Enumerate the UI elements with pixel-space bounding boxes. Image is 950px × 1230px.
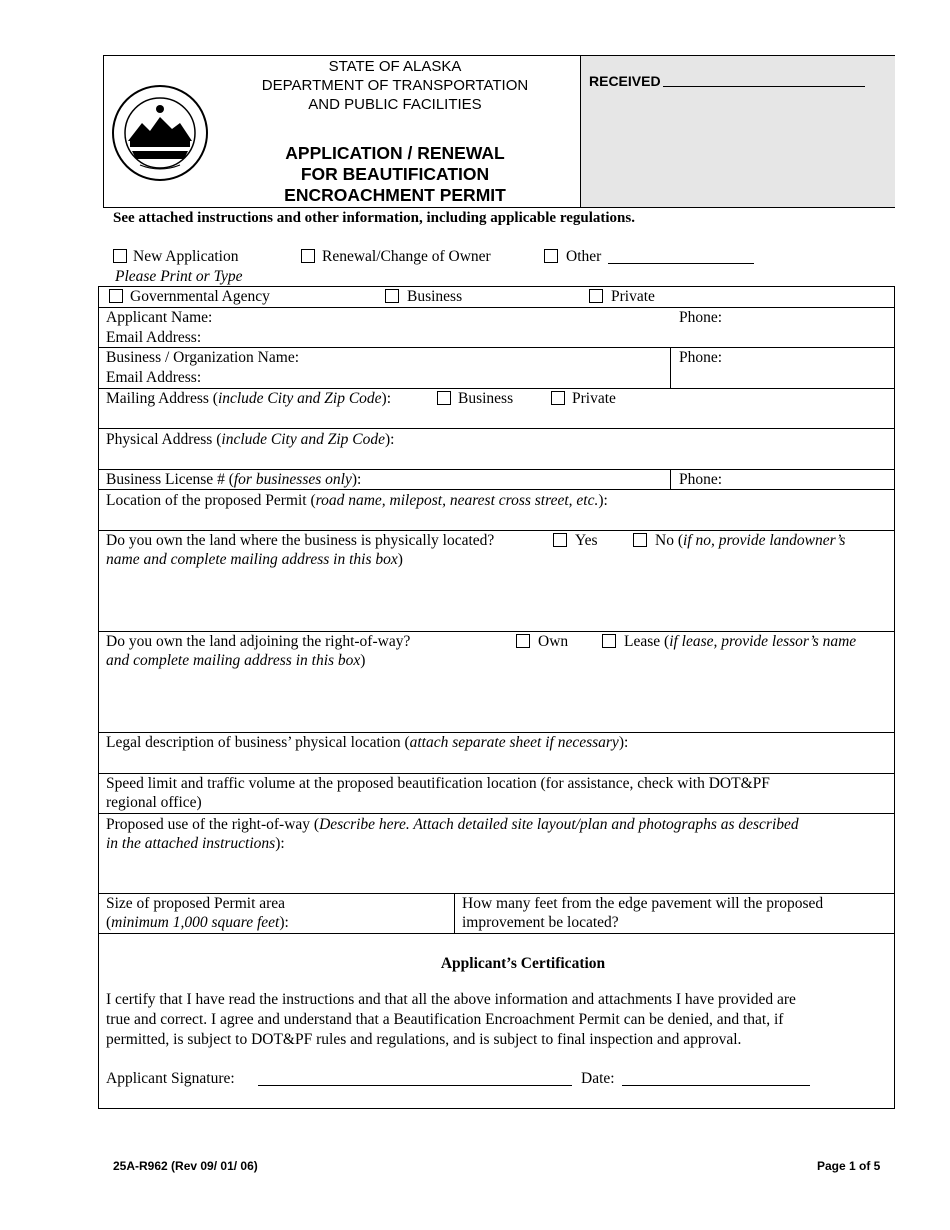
label-part: road name, milepost, nearest cross street, etc. — [315, 492, 599, 509]
label-part: ): — [279, 914, 289, 931]
label-part: include City and Zip Code — [221, 431, 385, 448]
signature-line[interactable] — [258, 1085, 572, 1086]
mailing-business-checkbox[interactable] — [437, 391, 451, 405]
label-part: if lease, provide lessor’s name — [669, 633, 857, 650]
own-land-line-2 — [106, 550, 403, 570]
edge-distance-label-line-2: improvement be located? — [462, 914, 619, 931]
column-divider — [670, 469, 671, 489]
label-part: ): — [275, 835, 285, 852]
label-part: ) — [397, 551, 403, 568]
business-phone-label: Phone: — [679, 349, 723, 366]
column-divider — [670, 347, 671, 388]
adjoin-land-question: Do you own the land adjoining the right-of-way? — [106, 633, 411, 650]
label-part: Lease ( — [624, 633, 670, 650]
business-license-label — [106, 470, 361, 490]
page-number: Page 1 of 5 — [817, 1159, 881, 1173]
label-part: name and complete mailing address in this box — [106, 551, 398, 568]
own-land-yes-checkbox[interactable] — [553, 533, 567, 547]
form-box — [98, 286, 895, 1109]
label-part: Physical Address ( — [106, 431, 222, 448]
form-id: 25A-R962 (Rev 09/ 01/ 06) — [113, 1159, 258, 1173]
adjoin-lease-checkbox[interactable] — [602, 634, 616, 648]
label-part: Describe here. Attach detailed site layout/plan and photographs as described — [319, 816, 799, 833]
adjoin-own-checkbox[interactable] — [516, 634, 530, 648]
certification-line-3: permitted, is subject to DOT&PF rules and regulations, and is subject to final inspection and approval. — [106, 1031, 742, 1048]
label-part: ( — [106, 914, 112, 931]
applicant-phone-label: Phone: — [679, 309, 723, 326]
speed-limit-label-line-1: Speed limit and traffic volume at the proposed beautification location (for assistance, check with DOT&PF — [106, 775, 770, 792]
other-line[interactable] — [608, 263, 754, 264]
label-part: minimum 1,000 square feet — [111, 914, 280, 931]
mailing-business-label: Business — [458, 390, 514, 407]
other-label: Other — [566, 248, 602, 265]
row-divider — [98, 813, 895, 814]
mailing-private-label: Private — [572, 390, 616, 407]
certification-line-2: true and correct. I agree and understand that a Beautification Encroachment Permit can be denied, and that, if — [106, 1011, 784, 1028]
applicant-name-label: Applicant Name: — [106, 309, 213, 326]
label-part: in the attached instructions — [106, 835, 276, 852]
legal-description-label — [106, 733, 628, 753]
label-part: include City and Zip Code — [217, 390, 382, 407]
renewal-checkbox[interactable] — [301, 249, 315, 263]
own-land-no-checkbox[interactable] — [633, 533, 647, 547]
permit-size-label-line-2 — [106, 913, 289, 933]
governmental-agency-checkbox[interactable] — [109, 289, 123, 303]
column-divider — [454, 893, 455, 933]
adjoin-lease-label — [624, 632, 856, 652]
speed-limit-label-line-2: regional office) — [106, 794, 202, 811]
adjoin-own-label: Own — [538, 633, 569, 650]
state-seal-logo — [110, 83, 210, 183]
label-part: ): — [385, 431, 395, 448]
business-name-label: Business / Organization Name: — [106, 349, 300, 366]
certification-line-1: I certify that I have read the instructions and that all the above information and attachments I have provided are — [106, 991, 796, 1008]
entity-business-checkbox[interactable] — [385, 289, 399, 303]
applicant-email-label: Email Address: — [106, 329, 202, 346]
label-part: if no, provide landowner’s — [682, 532, 846, 549]
mailing-private-checkbox[interactable] — [551, 391, 565, 405]
label-part: Legal description of business’ physical location ( — [106, 734, 410, 751]
proposed-use-label-line-2 — [106, 834, 285, 854]
mailing-address-label — [106, 389, 391, 409]
label-part: Business License # ( — [106, 471, 234, 488]
label-part: for businesses only — [233, 471, 352, 488]
adjoin-line-2 — [106, 651, 365, 671]
agency-line-1: STATE OF ALASKA — [328, 58, 462, 75]
form-title-line-2: FOR BEAUTIFICATION — [300, 164, 490, 184]
form-title-line-1: APPLICATION / RENEWAL — [285, 143, 505, 163]
print-note: Please Print or Type — [115, 268, 243, 285]
edge-distance-label-line-1: How many feet from the edge pavement will the proposed — [462, 895, 824, 912]
received-label: RECEIVED — [589, 73, 661, 89]
label-part: and complete mailing address in this box — [106, 652, 361, 669]
entity-business-label: Business — [407, 288, 463, 305]
business-email-label: Email Address: — [106, 369, 202, 386]
label-part: ): — [618, 734, 629, 751]
instructions-note: See attached instructions and other information, including applicable regulations. — [113, 210, 635, 226]
date-label: Date: — [581, 1070, 615, 1087]
form-title-line-3: ENCROACHMENT PERMIT — [284, 185, 506, 205]
own-land-no-label — [655, 531, 845, 551]
label-part: Mailing Address ( — [106, 390, 218, 407]
date-line[interactable] — [622, 1085, 810, 1086]
own-land-question: Do you own the land where the business is physically located? — [106, 532, 495, 549]
label-part: ): — [351, 471, 362, 488]
entity-private-checkbox[interactable] — [589, 289, 603, 303]
row-divider — [98, 307, 895, 308]
new-application-checkbox[interactable] — [113, 249, 127, 263]
label-part: No ( — [655, 532, 683, 549]
label-part: Proposed use of the right-of-way ( — [106, 816, 320, 833]
permit-location-label — [106, 491, 608, 511]
received-line[interactable] — [663, 86, 865, 87]
certification-heading: Applicant’s Certification — [440, 955, 606, 972]
agency-line-2: DEPARTMENT OF TRANSPORTATION — [261, 77, 529, 94]
new-application-label: New Application — [133, 248, 239, 265]
agency-line-3: AND PUBLIC FACILITIES — [308, 96, 482, 113]
governmental-agency-label: Governmental Agency — [130, 288, 270, 305]
row-divider — [98, 428, 895, 429]
label-part: ): — [598, 492, 608, 509]
license-phone-label: Phone: — [679, 471, 723, 488]
renewal-label: Renewal/Change of Owner — [322, 248, 491, 265]
proposed-use-label-line-1 — [106, 815, 799, 835]
label-part: attach separate sheet if necessary — [409, 734, 619, 751]
own-land-yes-label: Yes — [575, 532, 598, 549]
entity-private-label: Private — [611, 288, 655, 305]
label-part: Location of the proposed Permit ( — [106, 492, 316, 509]
physical-address-label — [106, 430, 394, 450]
signature-label: Applicant Signature: — [106, 1070, 235, 1087]
label-part: ): — [381, 390, 392, 407]
label-part: ) — [360, 652, 366, 669]
permit-size-label-line-1: Size of proposed Permit area — [106, 895, 286, 912]
other-checkbox[interactable] — [544, 249, 558, 263]
row-divider — [98, 933, 895, 934]
